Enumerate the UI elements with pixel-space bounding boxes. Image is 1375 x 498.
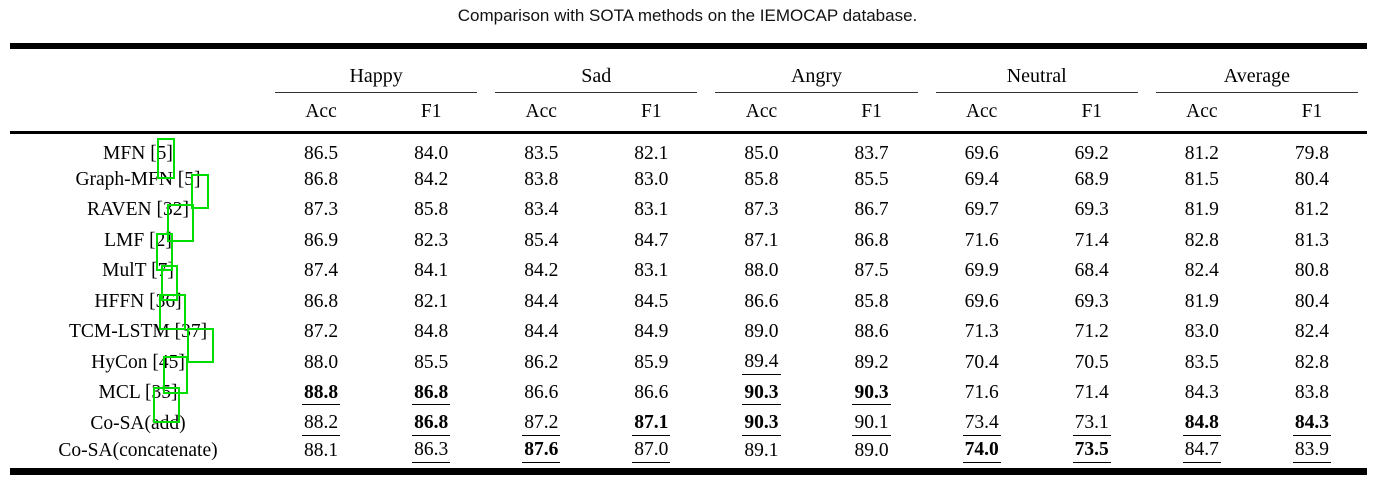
value-cell (816, 132, 926, 165)
metric-value: 69.9 (964, 260, 999, 282)
metric-value: 83.4 (524, 199, 559, 221)
value-cell (706, 378, 816, 409)
value-cell (266, 378, 376, 409)
value-cell (816, 195, 926, 226)
value-cell (1257, 226, 1367, 257)
subheader-acc: Acc (1147, 93, 1257, 132)
value-cell (376, 226, 486, 257)
metric-value: 87.2 (303, 321, 339, 343)
metric-value: 86.2 (524, 351, 559, 373)
table-row (10, 165, 1367, 196)
subheader-f1: F1 (376, 93, 486, 132)
value-cell (927, 287, 1037, 318)
metric-value: 85.9 (634, 351, 669, 373)
value-cell (1257, 378, 1367, 409)
metric-value: 84.4 (524, 290, 559, 312)
value-cell (486, 226, 596, 257)
metric-value: 87.2 (522, 412, 560, 435)
value-cell (1037, 195, 1147, 226)
table-row (10, 409, 1367, 440)
table-body (10, 132, 1367, 471)
subheader-row (10, 93, 1367, 132)
metric-value: 86.9 (303, 229, 339, 251)
results-table (10, 43, 1367, 475)
table-row (10, 226, 1367, 257)
value-cell (927, 409, 1037, 440)
value-cell (706, 195, 816, 226)
metric-value: 79.8 (1294, 142, 1329, 164)
column-group-sad (486, 46, 706, 93)
value-cell (1147, 195, 1257, 226)
column-group-happy (266, 46, 486, 93)
metric-value: 81.2 (1184, 142, 1219, 164)
metric-value: 73.4 (963, 412, 1001, 435)
value-cell (1037, 165, 1147, 196)
method-cell (10, 165, 266, 196)
metric-value: 85.5 (414, 351, 449, 373)
value-cell (1037, 439, 1147, 471)
table-row (10, 439, 1367, 471)
metric-value: 84.3 (1184, 382, 1219, 404)
value-cell (1257, 132, 1367, 165)
value-cell (1037, 226, 1147, 257)
subheader-f1: F1 (596, 93, 706, 132)
metric-value: 89.1 (744, 439, 779, 461)
method-label: RAVEN [32] (86, 199, 189, 221)
value-cell (376, 348, 486, 379)
metric-value: 90.1 (852, 412, 890, 435)
metric-value: 81.2 (1294, 199, 1329, 221)
value-cell (927, 165, 1037, 196)
metric-value: 83.5 (524, 142, 559, 164)
metric-value: 88.6 (854, 321, 889, 343)
method-cell (10, 348, 266, 379)
method-label: HyCon [45] (91, 351, 185, 373)
value-cell (266, 226, 376, 257)
metric-value: 71.4 (1074, 229, 1109, 251)
value-cell (816, 409, 926, 440)
metric-value: 71.6 (964, 382, 999, 404)
value-cell (266, 348, 376, 379)
value-cell (1147, 378, 1257, 409)
method-cell (10, 317, 266, 348)
metric-value: 81.5 (1184, 168, 1219, 190)
metric-value: 70.4 (964, 351, 999, 373)
metric-value: 84.1 (414, 260, 449, 282)
method-cell (10, 132, 266, 165)
method-label: Graph-MFN [5] (75, 168, 201, 190)
metric-value: 83.5 (1184, 351, 1219, 373)
value-cell (1147, 226, 1257, 257)
metric-value: 73.5 (1073, 439, 1111, 462)
value-cell (596, 378, 706, 409)
corner-cell (10, 46, 266, 93)
metric-value: 86.6 (524, 382, 559, 404)
metric-value: 83.1 (634, 260, 669, 282)
metric-value: 84.0 (414, 142, 449, 164)
method-label: HFFN [36] (94, 290, 182, 312)
value-cell (376, 378, 486, 409)
citation-link-box[interactable] (159, 294, 186, 330)
value-cell (816, 439, 926, 471)
metric-value: 88.8 (302, 382, 340, 405)
metric-value: 82.8 (1184, 229, 1219, 251)
column-group-label: Neutral (936, 65, 1138, 93)
value-cell (816, 165, 926, 196)
metric-value: 85.8 (744, 168, 779, 190)
metric-value: 83.8 (524, 168, 559, 190)
metric-value: 90.3 (742, 412, 780, 435)
metric-value: 90.3 (852, 382, 890, 405)
metric-value: 74.0 (963, 439, 1001, 462)
value-cell (596, 317, 706, 348)
metric-value: 73.1 (1073, 412, 1111, 435)
value-cell (816, 378, 926, 409)
value-cell (486, 378, 596, 409)
method-cell (10, 256, 266, 287)
metric-value: 84.2 (414, 168, 449, 190)
value-cell (1147, 439, 1257, 471)
metric-value: 88.2 (302, 412, 340, 435)
value-cell (706, 226, 816, 257)
metric-value: 86.8 (854, 229, 889, 251)
subheader-acc: Acc (486, 93, 596, 132)
metric-value: 81.9 (1184, 199, 1219, 221)
value-cell (376, 165, 486, 196)
value-cell (376, 287, 486, 318)
metric-value: 84.7 (1183, 439, 1221, 462)
value-cell (816, 287, 926, 318)
method-label: MulT [7] (102, 260, 174, 282)
value-cell (1147, 409, 1257, 440)
value-cell (1037, 317, 1147, 348)
method-label: MCL [35] (98, 382, 178, 404)
metric-value: 85.5 (854, 168, 889, 190)
method-cell (10, 409, 266, 440)
metric-value: 69.7 (964, 199, 999, 221)
value-cell (706, 409, 816, 440)
value-cell (816, 256, 926, 287)
metric-value: 84.4 (524, 321, 559, 343)
metric-value: 89.2 (854, 351, 889, 373)
method-label: MFN [5] (103, 142, 173, 164)
value-cell (1257, 348, 1367, 379)
value-cell (1037, 378, 1147, 409)
metric-value: 85.8 (414, 199, 449, 221)
metric-value: 84.3 (1293, 412, 1331, 435)
value-cell (927, 226, 1037, 257)
metric-value: 84.9 (634, 321, 669, 343)
metric-value: 86.8 (303, 290, 339, 312)
metric-value: 69.6 (964, 290, 999, 312)
value-cell (1147, 256, 1257, 287)
metric-value: 85.0 (744, 142, 779, 164)
value-cell (486, 409, 596, 440)
value-cell (1147, 348, 1257, 379)
metric-value: 87.3 (303, 199, 339, 221)
metric-value: 86.6 (744, 290, 779, 312)
metric-value: 71.6 (964, 229, 999, 251)
citation-link-box[interactable] (157, 138, 175, 179)
metric-value: 86.8 (412, 412, 450, 435)
value-cell (376, 132, 486, 165)
method-cell (10, 226, 266, 257)
corner-cell (10, 93, 266, 132)
column-group-row (10, 46, 1367, 93)
value-cell (486, 287, 596, 318)
value-cell (596, 226, 706, 257)
metric-value: 80.8 (1294, 260, 1329, 282)
table-row (10, 287, 1367, 318)
value-cell (266, 409, 376, 440)
metric-value: 83.7 (854, 142, 889, 164)
metric-value: 87.3 (744, 199, 779, 221)
value-cell (1037, 409, 1147, 440)
metric-value: 82.1 (634, 142, 669, 164)
value-cell (266, 256, 376, 287)
metric-value: 70.5 (1074, 351, 1109, 373)
metric-value: 83.8 (1294, 382, 1329, 404)
column-group-label: Angry (715, 65, 917, 93)
value-cell (376, 256, 486, 287)
metric-value: 87.6 (522, 439, 560, 462)
value-cell (486, 439, 596, 471)
metric-value: 88.0 (744, 260, 779, 282)
method-label: LMF [2] (104, 229, 172, 251)
metric-value: 86.8 (412, 382, 450, 405)
value-cell (1257, 256, 1367, 287)
value-cell (376, 439, 486, 471)
metric-value: 87.1 (744, 229, 779, 251)
method-label: TCM-LSTM [37] (68, 321, 208, 343)
value-cell (1257, 409, 1367, 440)
value-cell (1037, 287, 1147, 318)
metric-value: 89.0 (854, 439, 889, 461)
method-label: Co-SA(add) (90, 412, 186, 434)
metric-value: 69.3 (1074, 199, 1109, 221)
subheader-acc: Acc (927, 93, 1037, 132)
value-cell (706, 132, 816, 165)
metric-value: 90.3 (742, 382, 780, 405)
value-cell (816, 226, 926, 257)
metric-value: 87.0 (632, 439, 670, 462)
value-cell (1257, 195, 1367, 226)
value-cell (927, 348, 1037, 379)
metric-value: 69.4 (964, 168, 999, 190)
method-cell (10, 439, 266, 471)
metric-value: 88.0 (303, 351, 339, 373)
method-cell (10, 195, 266, 226)
subheader-f1: F1 (1257, 93, 1367, 132)
metric-value: 68.4 (1074, 260, 1109, 282)
value-cell (486, 348, 596, 379)
metric-value: 84.5 (634, 290, 669, 312)
metric-value: 80.4 (1294, 168, 1329, 190)
subheader-f1: F1 (1037, 93, 1147, 132)
metric-value: 85.8 (854, 290, 889, 312)
value-cell (706, 348, 816, 379)
metric-value: 71.3 (964, 321, 999, 343)
metric-value: 71.2 (1074, 321, 1109, 343)
value-cell (1037, 132, 1147, 165)
metric-value: 84.8 (1183, 412, 1221, 435)
value-cell (927, 256, 1037, 287)
metric-value: 87.5 (854, 260, 889, 282)
subheader-acc: Acc (706, 93, 816, 132)
value-cell (266, 287, 376, 318)
subheader-acc: Acc (266, 93, 376, 132)
metric-value: 71.4 (1074, 382, 1109, 404)
value-cell (596, 409, 706, 440)
citation-link-box[interactable] (187, 328, 214, 363)
metric-value: 69.3 (1074, 290, 1109, 312)
metric-value: 86.6 (634, 382, 669, 404)
subheader-f1: F1 (816, 93, 926, 132)
value-cell (1147, 287, 1257, 318)
metric-value: 89.0 (744, 321, 779, 343)
value-cell (376, 317, 486, 348)
method-cell (10, 378, 266, 409)
value-cell (1037, 256, 1147, 287)
value-cell (1147, 132, 1257, 165)
value-cell (266, 132, 376, 165)
table-row (10, 132, 1367, 165)
metric-value: 86.7 (854, 199, 889, 221)
metric-value: 87.4 (303, 260, 339, 282)
value-cell (596, 256, 706, 287)
table-row (10, 256, 1367, 287)
value-cell (596, 132, 706, 165)
method-cell (10, 287, 266, 318)
metric-value: 69.6 (964, 142, 999, 164)
value-cell (706, 439, 816, 471)
value-cell (486, 165, 596, 196)
column-group-label: Average (1156, 65, 1358, 93)
value-cell (1257, 165, 1367, 196)
metric-value: 82.4 (1294, 321, 1329, 343)
value-cell (927, 195, 1037, 226)
metric-value: 83.9 (1293, 439, 1331, 462)
value-cell (266, 195, 376, 226)
column-group-average (1147, 46, 1367, 93)
citation-link-box[interactable] (153, 387, 180, 423)
metric-value: 84.7 (634, 229, 669, 251)
value-cell (486, 195, 596, 226)
value-cell (1257, 317, 1367, 348)
metric-value: 82.8 (1294, 351, 1329, 373)
table-row (10, 195, 1367, 226)
metric-value: 88.1 (303, 439, 339, 461)
column-group-label: Happy (275, 65, 477, 93)
metric-value: 82.3 (414, 229, 449, 251)
value-cell (706, 256, 816, 287)
value-cell (486, 256, 596, 287)
metric-value: 80.4 (1294, 290, 1329, 312)
metric-value: 83.1 (634, 199, 669, 221)
value-cell (816, 348, 926, 379)
column-group-angry (706, 46, 926, 93)
value-cell (596, 165, 706, 196)
value-cell (596, 287, 706, 318)
table-caption: Comparison with SOTA methods on the IEMOCAP database. (457, 6, 918, 25)
column-group-neutral (927, 46, 1147, 93)
value-cell (596, 439, 706, 471)
value-cell (927, 132, 1037, 165)
metric-value: 86.5 (303, 142, 339, 164)
metric-value: 82.4 (1184, 260, 1219, 282)
metric-value: 81.3 (1294, 229, 1329, 251)
metric-value: 84.8 (414, 321, 449, 343)
metric-value: 81.9 (1184, 290, 1219, 312)
value-cell (486, 132, 596, 165)
metric-value: 83.0 (1184, 321, 1219, 343)
metric-value: 82.1 (414, 290, 449, 312)
metric-value: 85.4 (524, 229, 559, 251)
metric-value: 87.1 (632, 412, 670, 435)
metric-value: 83.0 (634, 168, 669, 190)
value-cell (706, 317, 816, 348)
value-cell (1257, 287, 1367, 318)
value-cell (816, 317, 926, 348)
metric-value: 69.2 (1074, 142, 1109, 164)
value-cell (706, 165, 816, 196)
value-cell (376, 409, 486, 440)
metric-value: 84.2 (524, 260, 559, 282)
value-cell (596, 348, 706, 379)
column-group-label: Sad (495, 65, 697, 93)
value-cell (1147, 317, 1257, 348)
method-label: Co-SA(concatenate) (58, 439, 218, 461)
table-row (10, 378, 1367, 409)
value-cell (706, 287, 816, 318)
metric-value: 86.3 (412, 439, 450, 462)
metric-value: 68.9 (1074, 168, 1109, 190)
value-cell (927, 378, 1037, 409)
value-cell (266, 165, 376, 196)
metric-value: 89.4 (742, 351, 780, 374)
value-cell (376, 195, 486, 226)
value-cell (596, 195, 706, 226)
value-cell (1257, 439, 1367, 471)
value-cell (266, 317, 376, 348)
value-cell (486, 317, 596, 348)
value-cell (927, 439, 1037, 471)
value-cell (266, 439, 376, 471)
metric-value: 86.8 (303, 168, 339, 190)
value-cell (927, 317, 1037, 348)
value-cell (1037, 348, 1147, 379)
value-cell (1147, 165, 1257, 196)
